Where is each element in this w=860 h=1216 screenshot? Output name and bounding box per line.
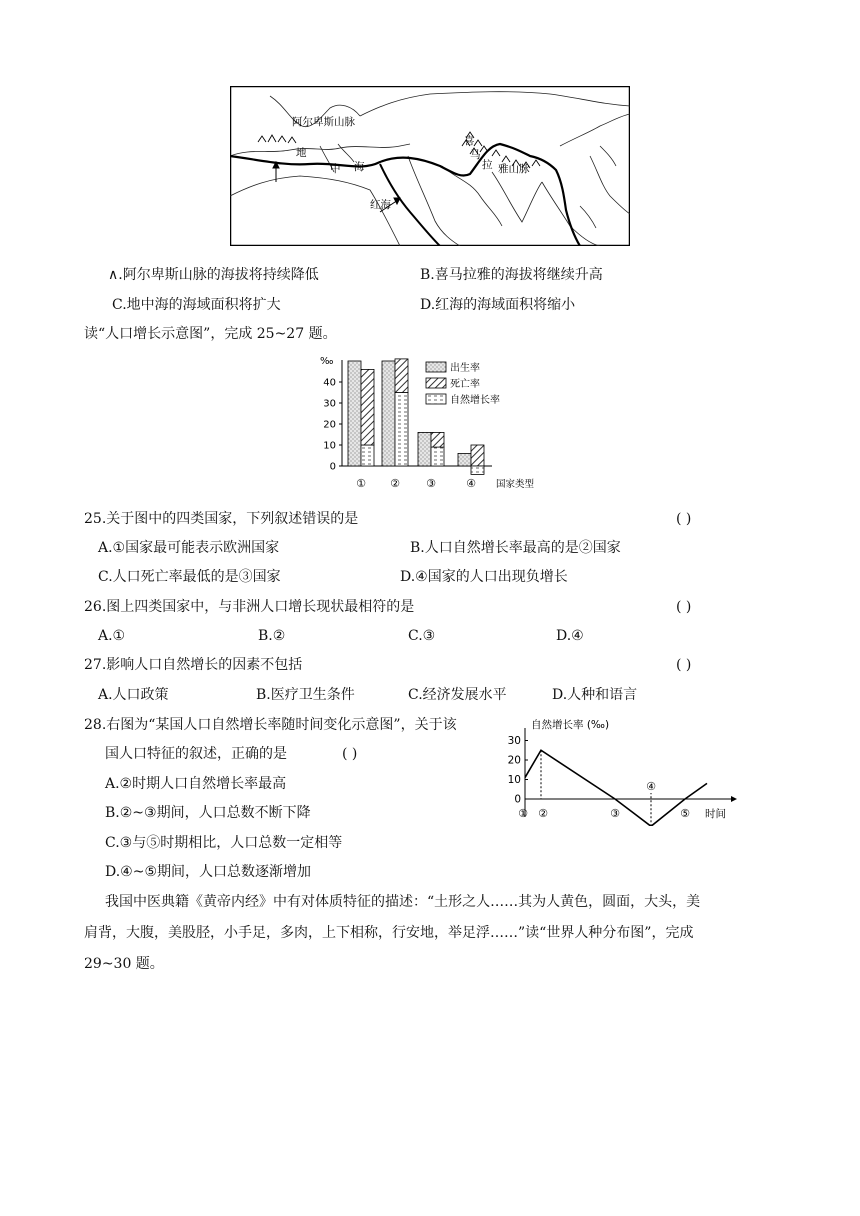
line-y-tick-label: 20 (507, 754, 521, 767)
map-label-himalaya-1: 喜 (464, 135, 475, 147)
bar-birth-rate (348, 361, 361, 466)
passage-line1: 我国中医典籍《黄帝内经》中有对体质特征的描述：“土形之人……其为人黄色，圆面，大头，美 (105, 894, 701, 910)
legend-label: 出生率 (450, 363, 480, 374)
legend-swatch (426, 362, 446, 372)
bar-x-axis-label: 国家类型 (496, 479, 535, 490)
line-point-label: ③ (610, 807, 620, 820)
q24-option-a: ∧.阿尔卑斯山脉的海拔将持续降低 (108, 267, 319, 283)
bar-birth-rate (458, 453, 471, 466)
plate-boundary-map (230, 86, 630, 246)
map-label-di: 地 (296, 147, 307, 159)
bar-category-label: ① (356, 477, 366, 490)
q25-option-a: A.①国家最可能表示欧洲国家 (98, 540, 280, 556)
bar-y-axis-unit: ‰ (320, 356, 334, 367)
bar-y-tick-label: 10 (323, 440, 336, 452)
q28-stem-line2: 国人口特征的叙述，正确的是 (105, 746, 287, 762)
q25-option-b: B.人口自然增长率最高的是②国家 (410, 540, 621, 556)
bar-category-label: ③ (426, 477, 436, 490)
bar-death-rate (431, 432, 444, 447)
legend-label: 自然增长率 (450, 395, 500, 406)
map-label-hai: 海 (354, 161, 365, 173)
q28-answer-blank: ( ) (342, 746, 358, 762)
q28-stem-line1: 28.右图为“某国人口自然增长率随时间变化示意图”，关于该 (84, 717, 457, 733)
line-y-tick-label: 0 (514, 793, 521, 806)
q26-option-c: C.③ (408, 628, 436, 644)
passage-line2: 肩背，大腹，美股胫，小手足，多肉，上下相称，行安地，举足浮……”读“世界人种分布图”，完成 (84, 925, 694, 941)
map-label-himalaya-3: 拉 (482, 159, 493, 171)
bar-y-tick-label: 20 (323, 419, 336, 431)
map-label-himalaya-2: 马 (470, 149, 481, 161)
q25-option-c: C.人口死亡率最低的是③国家 (98, 569, 281, 585)
map-label-alps: 阿尔卑斯山脉 (292, 116, 355, 128)
q28-option-c: C.③与⑤时期相比，人口总数一定相等 (105, 835, 343, 851)
q25-option-d: D.④国家的人口出现负增长 (400, 569, 568, 585)
bar-natural-growth-rate (395, 393, 408, 467)
q25-answer-blank: ( ) (676, 511, 692, 527)
intro-25-27: 读“人口增长示意图”，完成 25~27 题。 (84, 326, 337, 342)
line-point-label: ② (538, 807, 548, 820)
natural-growth-line-chart (505, 716, 740, 826)
q27-option-b: B.医疗卫生条件 (256, 687, 355, 703)
bar-birth-rate (418, 432, 431, 466)
map-label-red-sea: 红海 (370, 199, 391, 211)
bar-y-tick-label: 40 (323, 377, 336, 389)
bar-y-tick-label: 30 (323, 398, 336, 410)
legend-swatch (426, 394, 446, 404)
map-label-zhong: 中 (330, 163, 341, 175)
bar-category-label: ② (390, 477, 400, 490)
q26-option-a: A.① (98, 628, 126, 644)
line-x-axis-label: 时间 (705, 808, 726, 820)
q26-answer-blank: ( ) (676, 599, 692, 615)
q24-option-c: C.地中海的海域面积将扩大 (112, 297, 281, 313)
q25-stem: 25.关于图中的四类国家，下列叙述错误的是 (84, 511, 359, 527)
q28-option-d: D.④~⑤期间，人口总数逐渐增加 (105, 864, 312, 880)
bar-death-rate (361, 369, 374, 445)
line-x-axis-arrow (731, 796, 737, 802)
bar-death-rate (471, 445, 484, 466)
bar-natural-growth-rate (471, 466, 484, 474)
q26-option-b: B.② (258, 628, 286, 644)
q26-option-d: D.④ (556, 628, 584, 644)
q28-option-a: A.②时期人口自然增长率最高 (105, 776, 287, 792)
bar-y-tick-label: 0 (329, 461, 336, 473)
map-label-himalaya-4: 雅山脉 (498, 163, 530, 175)
q24-option-b: B.喜马拉雅的海拔将继续升高 (420, 267, 603, 283)
q28-option-b: B.②~③期间，人口总数不断下降 (105, 805, 311, 821)
legend-label: 死亡率 (450, 379, 480, 390)
q27-stem: 27.影响人口自然增长的因素不包括 (84, 657, 303, 673)
legend-swatch (426, 378, 446, 388)
bar-birth-rate (382, 361, 395, 466)
line-y-tick-label: 30 (507, 735, 521, 747)
population-growth-bar-chart (320, 354, 550, 496)
q26-stem: 26.图上四类国家中，与非洲人口增长现状最相符的是 (84, 599, 415, 615)
passage-line3: 29~30 题。 (84, 956, 164, 972)
bar-death-rate (395, 359, 408, 393)
line-point-label: ① (518, 807, 528, 820)
q27-answer-blank: ( ) (676, 657, 692, 673)
bar-natural-growth-rate (431, 447, 444, 466)
bar-natural-growth-rate (361, 445, 374, 466)
q24-option-d: D.红海的海域面积将缩小 (420, 297, 576, 313)
line-y-tick-label: 10 (507, 774, 521, 786)
line-point-label: ⑤ (680, 807, 690, 820)
q27-option-a: A.人口政策 (98, 687, 169, 703)
q27-option-c: C.经济发展水平 (408, 687, 507, 703)
line-point-label: ④ (646, 780, 656, 793)
line-y-axis-label: 自然增长率 (‰) (531, 719, 610, 731)
bar-category-label: ④ (466, 477, 476, 490)
q27-option-d: D.人种和语言 (552, 687, 638, 703)
